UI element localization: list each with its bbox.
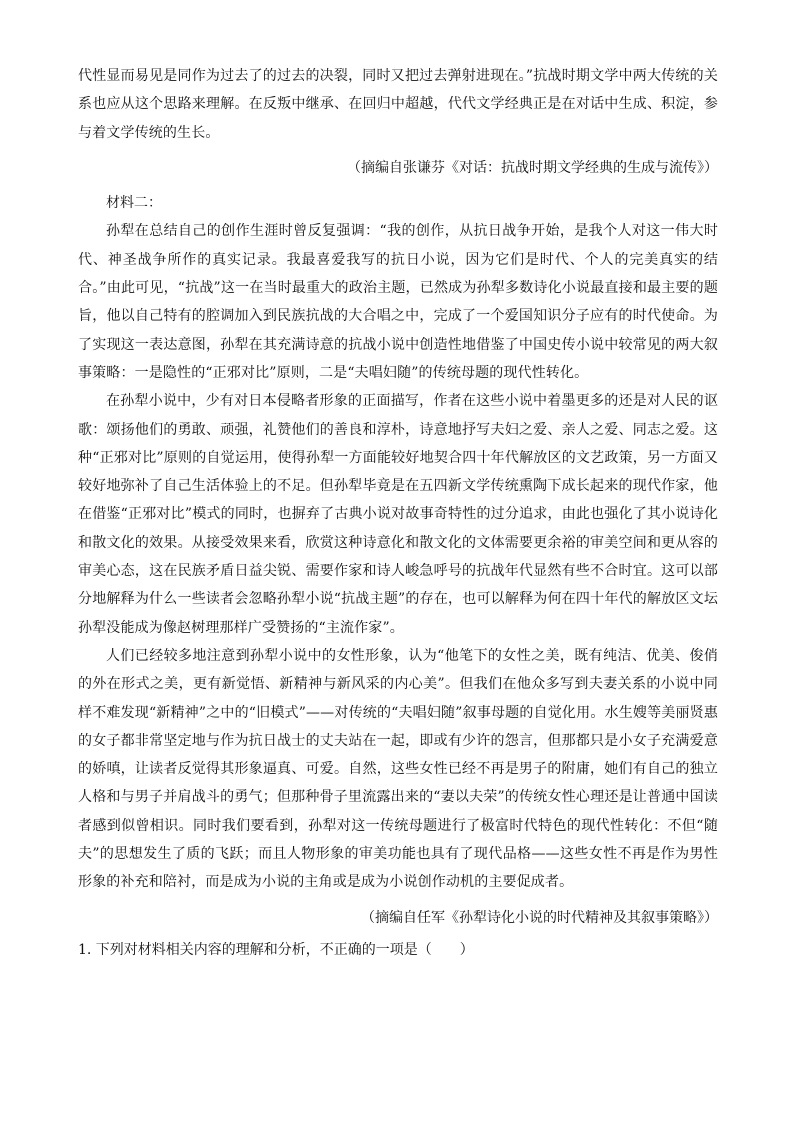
question-1: 1. 下列对材料相关内容的理解和分析，不正确的一项是（ ）	[78, 941, 474, 958]
document-page	[78, 62, 718, 964]
material-2-label: 材料二：	[106, 195, 162, 212]
paragraph-material1-tail: 代性显而易见是同作为过去了的过去的决裂，同时又把过去弹射进现在。”抗战时期文学中两大传统的关系也应从这个思路来理解。在反叛中继承、在回归中超越，代代文学经典正是在对话中生成、积淀，参与着文学传统的生长。	[78, 68, 718, 141]
paragraph-material2-3: 人们已经较多地注意到孙犁小说中的女性形象，认为“他笔下的女性之美，既有纯洁、优美、俊俏的外在形式之美，更有新觉悟、新精神与新风采的内心美”。但我们在他众多写到夫妻关系的小说中同样不难发现“新精神”之中的“旧模式”——对传统的“夫唱妇随”叙事母题的自觉化用。水生嫂等美丽贤惠的女子都非常坚定地与作为抗日战士的丈夫站在一起，即或有少许的怨言，但那都只是小女子充满爱意的娇嗔，让读者反觉得其形象逼真、可爱。自然，这些女性已经不再是男子的附庸，她们有自己的独立人格和与男子并肩战斗的勇气；但那种骨子里流露出来的“妻以夫荣”的传统女性心理还是让普通中国读者感到似曾相识。同时我们要看到，孙犁对这一传统母题进行了极富时代特色的现代性转化：不但“随夫”的思想发生了质的飞跃；而且人物形象的审美功能也具有了现代品格——这些女性不再是作为男性形象的补充和陪衬，而是成为小说的主角或是成为小说创作动机的主要促成者。	[78, 647, 718, 891]
source-citation-1: （摘编自张谦芬《对话：抗战时期文学经典的生成与流传》）	[347, 159, 718, 176]
paragraph-material2-1: 孙犁在总结自己的创作生涯时曾反复强调：“我的创作，从抗日战争开始，是我个人对这一伟大时代、神圣战争所作的真实记录。我最喜爱我写的抗日小说，因为它们是时代、个人的完美真实的结合。”由此可见，“抗战”这一在当时最重大的政治主题，已然成为孙犁多数诗化小说最直接和最主要的题旨，他以自己特有的腔调加入到民族抗战的大合唱之中，完成了一个爱国知识分子应有的时代使命。为了实现这一表达意图，孙犁在其充满诗意的抗战小说中创造性地借鉴了中国史传小说中较常见的两大叙事策略：一是隐性的“正邪对比”原则，二是“夫唱妇随”的传统母题的现代性转化。	[78, 223, 718, 381]
source-citation-2: （摘编自任军《孙犁诗化小说的时代精神及其叙事策略》）	[361, 909, 718, 926]
paragraph-material2-2: 在孙犁小说中，少有对日本侵略者形象的正面描写，作者在这些小说中着墨更多的还是对人民的讴歌：颂扬他们的勇敢、顽强，礼赞他们的善良和淳朴，诗意地抒写夫妇之爱、亲人之爱、同志之爱。这种“正邪对比”原则的自觉运用，使得孙犁一方面能较好地契合四十年代解放区的文艺政策，另一方面又较好地弥补了自己生活体验上的不足。但孙犁毕竟是在五四新文学传统熏陶下成长起来的现代作家，他在借鉴“正邪对比”模式的同时，也摒弃了古典小说对故事奇特性的过分追求，由此也强化了其小说诗化和散文化的效果。从接受效果来看，欣赏这种诗意化和散文化的文体需要更余裕的审美空间和更从容的审美心态，这在民族矛盾日益尖锐、需要作家和诗人峻急呼号的抗战年代显然有些不合时宜。这可以部分地解释为什么一些读者会忽略孙犁小说“抗战主题”的存在，也可以解释为何在四十年代的解放区文坛孙犁没能成为像赵树理那样广受赞扬的“主流作家”。	[78, 393, 718, 636]
